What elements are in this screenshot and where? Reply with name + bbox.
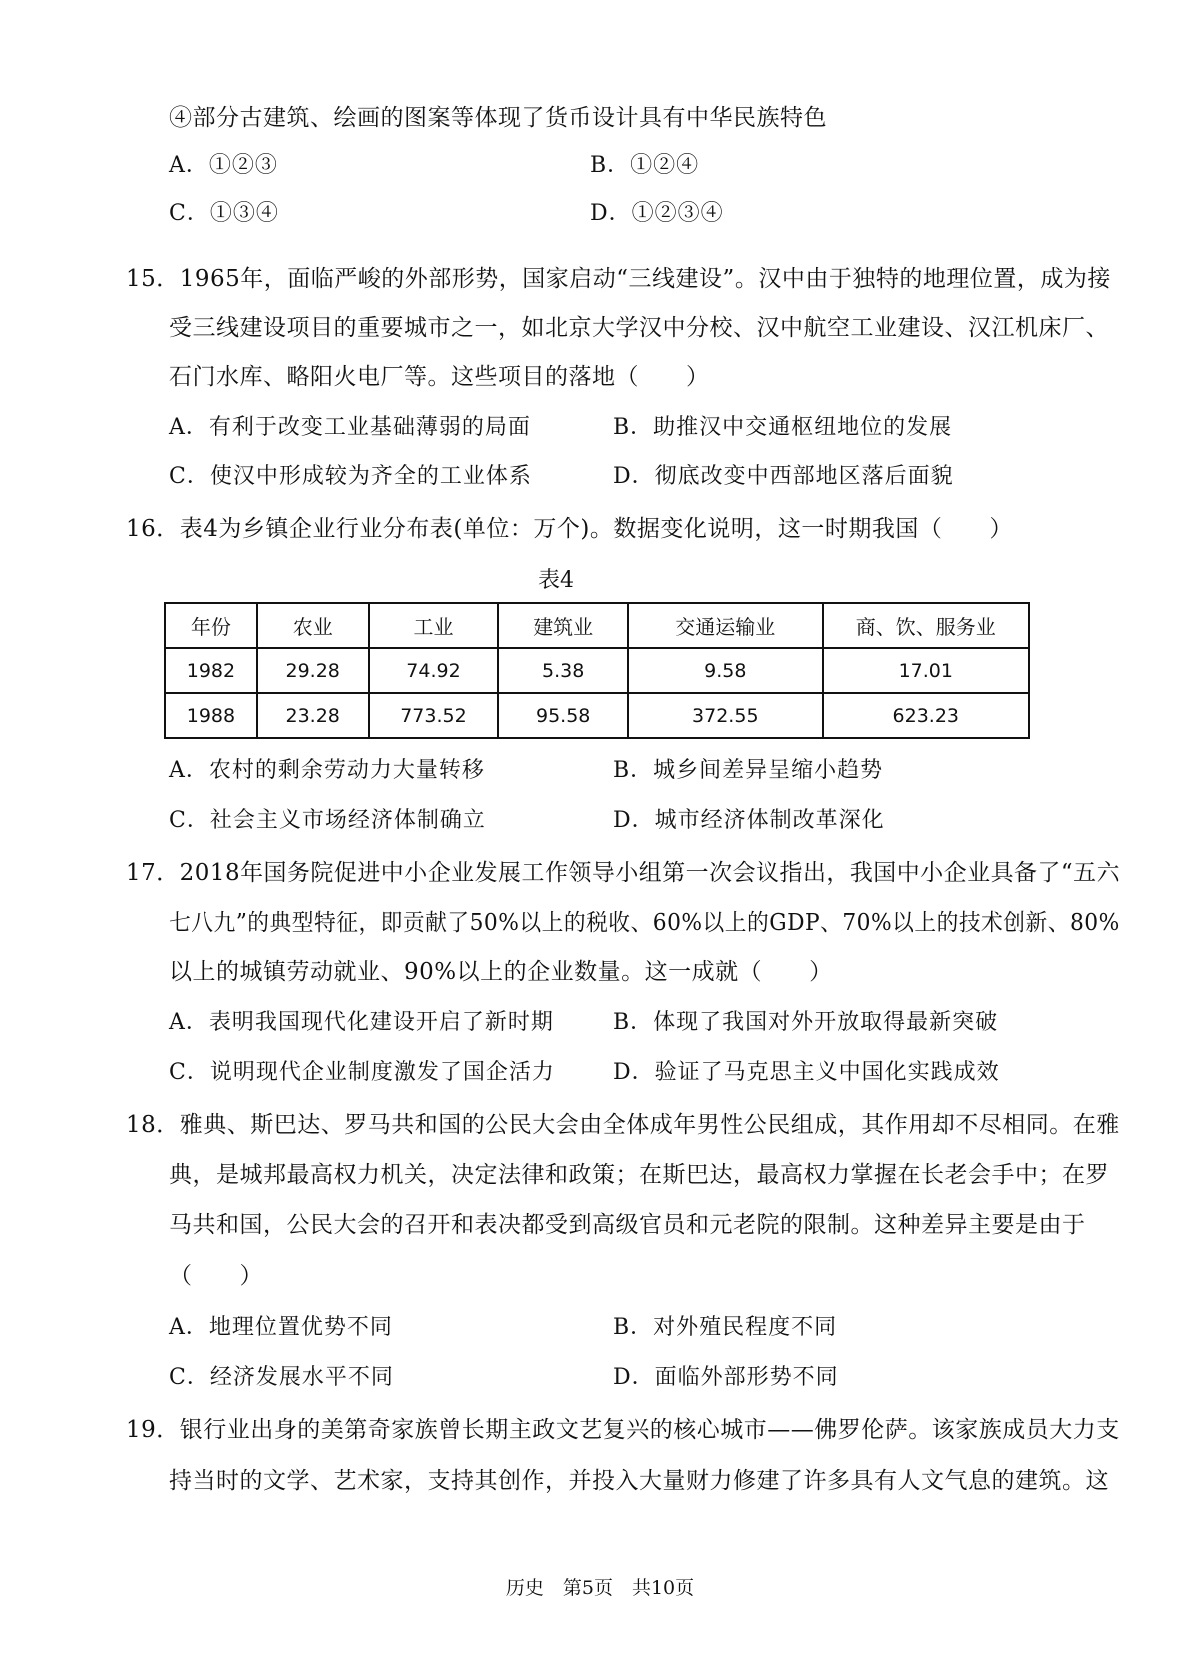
table-header-cell: 农业	[257, 603, 369, 648]
q17-option-a: A．表明我国现代化建设开启了新时期	[169, 1010, 554, 1035]
table-header-cell: 建筑业	[498, 603, 628, 648]
table-cell: 95.58	[498, 693, 628, 738]
question-16-line-1: 16．表4为乡镇企业行业分布表(单位：万个)。数据变化说明，这一时期我国（ ）	[126, 516, 1013, 542]
table-header-cell: 交通运输业	[628, 603, 822, 648]
q16-option-d: D．城市经济体制改革深化	[613, 808, 885, 833]
q18-option-b: B．对外殖民程度不同	[613, 1315, 838, 1340]
table-cell: 1982	[165, 648, 257, 693]
q15-option-b: B．助推汉中交通枢纽地位的发展	[613, 415, 953, 440]
q17-option-d: D．验证了马克思主义中国化实践成效	[613, 1060, 1000, 1085]
q16-option-b: B．城乡间差异呈缩小趋势	[613, 758, 884, 783]
q14-option-b: B．①②④	[590, 153, 700, 178]
q17-option-b: B．体现了我国对外开放取得最新突破	[613, 1010, 999, 1035]
table-cell: 372.55	[628, 693, 822, 738]
question-18-line-4: （ ）	[169, 1263, 263, 1289]
table-header-cell: 工业	[369, 603, 499, 648]
q18-option-a: A．地理位置优势不同	[169, 1315, 393, 1340]
question-19-line-2: 持当时的文学、艺术家，支持其创作，并投入大量财力修建了许多具有人文气息的建筑。这	[169, 1468, 1109, 1494]
question-17-line-2: 七八九”的典型特征，即贡献了50%以上的税收、60%以上的GDP、70%以上的技术创新、80%	[169, 910, 1120, 936]
table-cell: 23.28	[257, 693, 369, 738]
q17-option-c: C．说明现代企业制度激发了国企活力	[169, 1060, 555, 1085]
table-cell: 9.58	[628, 648, 822, 693]
table-cell: 773.52	[369, 693, 499, 738]
q15-option-a: A．有利于改变工业基础薄弱的局面	[169, 415, 531, 440]
table-row	[165, 693, 1029, 738]
table-header-row	[165, 603, 1029, 648]
q16-option-c: C．社会主义市场经济体制确立	[169, 808, 486, 833]
question-18-line-1: 18．雅典、斯巴达、罗马共和国的公民大会由全体成年男性公民组成，其作用却不尽相同。在雅	[126, 1112, 1120, 1138]
question-15-line-1: 15．1965年，面临严峻的外部形势，国家启动“三线建设”。汉中由于独特的地理位置，成为接	[126, 266, 1111, 292]
page-footer: 历史 第5页 共10页	[505, 1577, 695, 1599]
table-caption: 表4	[538, 568, 574, 593]
q18-option-d: D．面临外部形势不同	[613, 1365, 839, 1390]
q16-option-a: A．农村的剩余劳动力大量转移	[169, 758, 485, 783]
question-18-line-2: 典，是城邦最高权力机关，决定法律和政策；在斯巴达，最高权力掌握在长老会手中；在罗	[169, 1162, 1109, 1188]
table-cell: 1988	[165, 693, 257, 738]
question-18-line-3: 马共和国，公民大会的召开和表决都受到高级官员和元老院的限制。这种差异主要是由于	[169, 1212, 1086, 1238]
table-cell: 29.28	[257, 648, 369, 693]
q14-option-a: A．①②③	[169, 153, 278, 178]
table-cell: 5.38	[498, 648, 628, 693]
question-17-line-1: 17．2018年国务院促进中小企业发展工作领导小组第一次会议指出，我国中小企业具备了“五六	[126, 860, 1121, 886]
table-header-cell: 商、饮、服务业	[823, 603, 1029, 648]
table-row	[165, 648, 1029, 693]
q14-option-d: D．①②③④	[590, 201, 724, 226]
question-15-line-2: 受三线建设项目的重要城市之一，如北京大学汉中分校、汉中航空工业建设、汉江机床厂、	[169, 315, 1109, 341]
q15-option-c: C．使汉中形成较为齐全的工业体系	[169, 464, 532, 489]
table-cell: 17.01	[823, 648, 1029, 693]
q14-option-c: C．①③④	[169, 201, 279, 226]
table-cell: 623.23	[823, 693, 1029, 738]
question-19-line-1: 19．银行业出身的美第奇家族曾长期主政文艺复兴的核心城市——佛罗伦萨。该家族成员大力支	[126, 1417, 1120, 1443]
table-header-cell: 年份	[165, 603, 257, 648]
question-14-item-4: ④部分古建筑、绘画的图案等体现了货币设计具有中华民族特色	[169, 105, 827, 131]
enterprise-table	[164, 602, 1030, 739]
q18-option-c: C．经济发展水平不同	[169, 1365, 394, 1390]
question-15-line-3: 石门水库、略阳火电厂等。这些项目的落地（ ）	[169, 364, 710, 390]
table-cell: 74.92	[369, 648, 499, 693]
question-17-line-3: 以上的城镇劳动就业、90%以上的企业数量。这一成就（ ）	[169, 959, 833, 985]
q15-option-d: D．彻底改变中西部地区落后面貌	[613, 464, 954, 489]
